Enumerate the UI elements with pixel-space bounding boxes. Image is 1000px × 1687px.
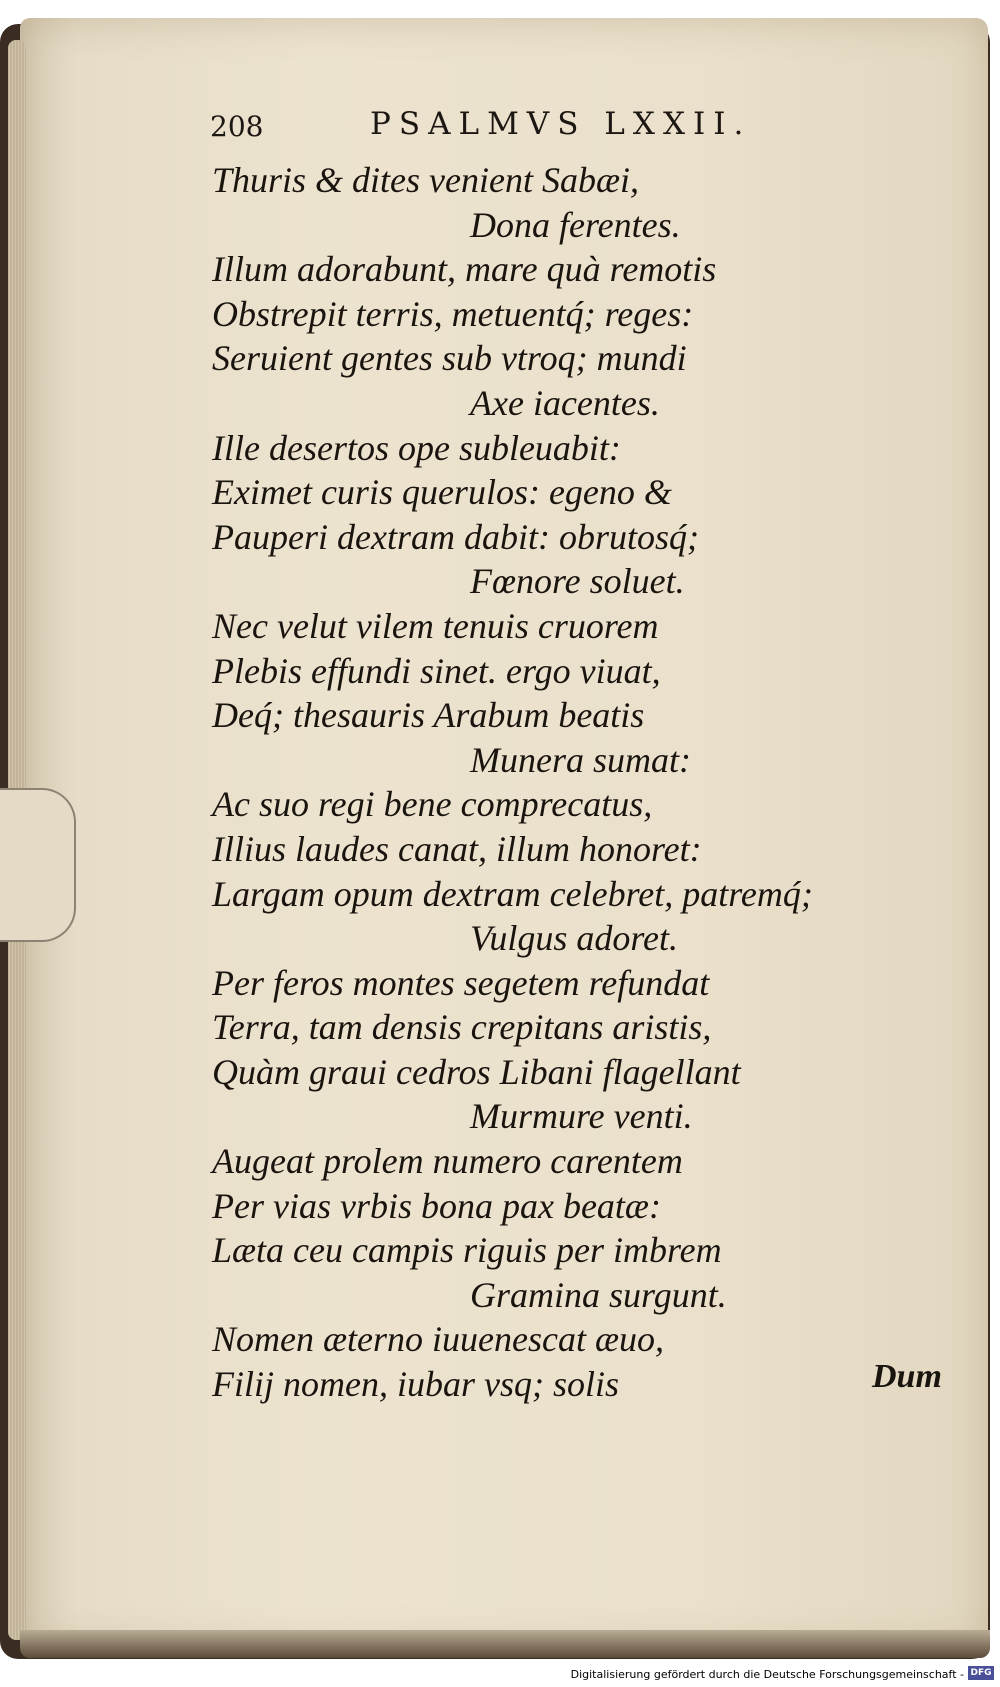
verse-line: Obstrepit terris, metuentq́; reges: bbox=[212, 293, 694, 334]
verse-line: Per vias vrbis bona pax beatæ: bbox=[212, 1185, 661, 1226]
verse-line: Illius laudes canat, illum honoret: bbox=[212, 828, 702, 869]
verse-line: Murmure venti. bbox=[470, 1096, 693, 1137]
verse-line: Pauperi dextram dabit: obrutosq́; bbox=[212, 516, 699, 557]
verse-line: Filij nomen, iubar vsq; solis bbox=[212, 1364, 619, 1405]
catchword: Dum bbox=[872, 1358, 942, 1395]
footer-credit-text: Digitalisierung gefördert durch die Deutsche Forschungsgemeinschaft - bbox=[570, 1668, 964, 1681]
page-tab-clip bbox=[0, 788, 76, 942]
verse-line: Vulgus adoret. bbox=[470, 918, 678, 959]
psalm-title: PSALMVS LXXII. bbox=[370, 106, 752, 142]
verse-line: Læta ceu campis riguis per imbrem bbox=[212, 1230, 722, 1271]
verse-line: Thuris & dites venient Sabæi, bbox=[212, 160, 639, 200]
verse-line: Augeat prolem numero carentem bbox=[212, 1141, 683, 1182]
digitization-footer bbox=[0, 1660, 1000, 1687]
verse-block bbox=[212, 158, 912, 1407]
page-number: 208 bbox=[210, 110, 264, 143]
page-bottom-shadow bbox=[20, 1630, 990, 1658]
verse-line: Quàm graui cedros Libani flagellant bbox=[212, 1051, 741, 1092]
dfg-logo: DFG bbox=[968, 1666, 994, 1680]
verse-line: Plebis effundi sinet. ergo viuat, bbox=[212, 650, 661, 691]
verse-line: Nec velut vilem tenuis cruorem bbox=[212, 605, 659, 646]
verse-line: Terra, tam densis crepitans aristis, bbox=[212, 1007, 712, 1048]
verse-line: Gramina surgunt. bbox=[470, 1274, 727, 1315]
verse-line: Illum adorabunt, mare quà remotis bbox=[212, 249, 717, 290]
verse-line: Per feros montes segetem refundat bbox=[212, 962, 710, 1003]
verse-line: Fœnore soluet. bbox=[470, 561, 685, 602]
verse-line: Ille desertos ope subleuabit: bbox=[212, 427, 621, 468]
verse-line: Axe iacentes. bbox=[470, 382, 660, 423]
verse-line: Seruient gentes sub vtroq; mundi bbox=[212, 338, 687, 379]
verse-line: Ac suo regi bene comprecatus, bbox=[212, 784, 653, 825]
running-head bbox=[210, 106, 770, 146]
verse-line: Munera sumat: bbox=[470, 739, 691, 780]
verse-line: Dona ferentes. bbox=[470, 204, 681, 245]
verse-line: Nomen æterno iuuenescat æuo, bbox=[212, 1319, 664, 1360]
verse-line: Eximet curis querulos: egeno & bbox=[212, 472, 672, 513]
verse-line: Deq́; thesauris Arabum beatis bbox=[212, 695, 645, 736]
verse-line: Largam opum dextram celebret, patremq́; bbox=[212, 873, 813, 914]
